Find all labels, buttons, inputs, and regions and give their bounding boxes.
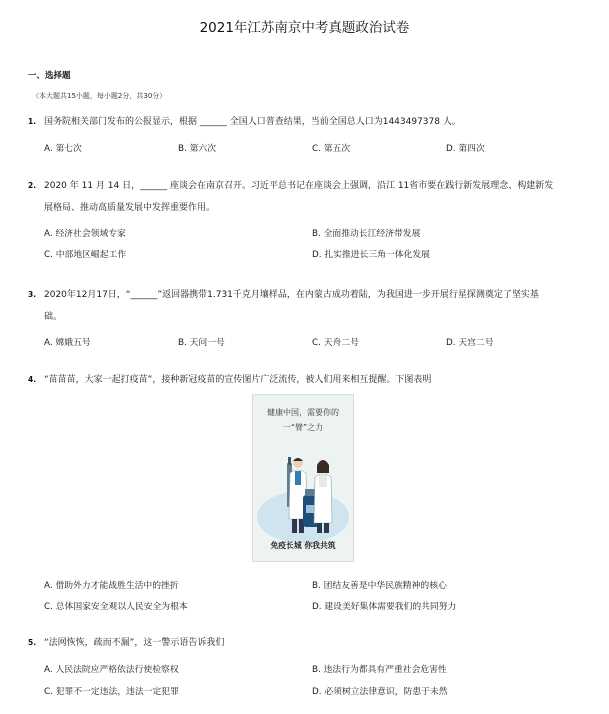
option-d[interactable]: D. 第四次: [446, 144, 485, 154]
option-a[interactable]: A. 人民法院应严格依法行使检察权: [44, 665, 179, 675]
option-d[interactable]: D. 天宫二号: [446, 338, 494, 348]
option-a[interactable]: A. 嫦娥五号: [44, 338, 91, 348]
option-b[interactable]: B. 天问一号: [178, 338, 225, 348]
option-b[interactable]: B. 全面推动长江经济带发展: [312, 229, 421, 239]
option-b[interactable]: B. 第六次: [178, 144, 217, 154]
option-c[interactable]: C. 中部地区崛起工作: [44, 250, 127, 260]
option-d[interactable]: D. 扎实推进长三角一体化发展: [312, 250, 430, 260]
question-stem: 2020年12月17日，“______”返回器携带1.731千克月壤样品，在内蒙古成功着陆，为我国进一步开展行星探测奠定了坚实基: [44, 290, 539, 300]
question-stem: “苗苗苗，大家一起打疫苗”，接种新冠疫苗的宣传图片广泛流传，被人们用来相互提醒。下图表明: [44, 375, 432, 385]
question-number: 2.: [28, 181, 37, 190]
poster-line-2: 一“臂”之力: [282, 423, 324, 432]
poster-bottom-text: 免疫长城 你我共筑: [270, 541, 336, 550]
question-stem: 2020 年 11 月 14 日，______ 座谈会在南京召开。习近平总书记在座谈会上强调，沿江 11省市要在践行新发展理念、构建新发: [44, 181, 554, 191]
option-c[interactable]: C. 总体国家安全观以人民安全为根本: [44, 602, 188, 612]
question-number: 3.: [28, 290, 37, 299]
question-stem: “法网恢恢，疏而不漏”，这一警示语告诉我们: [44, 638, 225, 648]
section-heading: 一、选择题: [28, 71, 71, 81]
question-stem-cont: 展格局、推动高质量发展中发挥重要作用。: [44, 203, 216, 213]
doctors-illustration: [253, 395, 353, 561]
vaccine-poster: [252, 394, 354, 562]
option-c[interactable]: C. 第五次: [312, 144, 351, 154]
option-a[interactable]: A. 第七次: [44, 144, 82, 154]
option-a[interactable]: A. 借助外力才能战胜生活中的挫折: [44, 581, 179, 591]
question-number: 5.: [28, 638, 37, 647]
option-c[interactable]: C. 犯罪不一定违法，违法一定犯罪: [44, 687, 179, 697]
question-number: 1.: [28, 117, 37, 126]
option-d[interactable]: D. 建设美好集体需要我们的共同努力: [312, 602, 457, 612]
option-b[interactable]: B. 团结友善是中华民族精神的核心: [312, 581, 447, 591]
option-d[interactable]: D. 必须树立法律意识，防患于未然: [312, 687, 448, 697]
question-stem-cont: 础。: [44, 312, 63, 322]
question-number: 4.: [28, 375, 37, 384]
poster-line-1: 健康中国，需要你的: [267, 408, 339, 417]
section-note: （本大题共15小题，每小题2分，共30分）: [32, 92, 167, 100]
page-title: 2021年江苏南京中考真题政治试卷: [199, 20, 410, 36]
question-stem: 国务院相关部门发布的公报显示，根据 ______ 全国人口普查结果，当前全国总人口为1443497378 人。: [44, 117, 461, 127]
option-b[interactable]: B. 违法行为都具有严重社会危害性: [312, 665, 447, 675]
option-a[interactable]: A. 经济社会领域专家: [44, 229, 126, 239]
option-c[interactable]: C. 天舟二号: [312, 338, 359, 348]
